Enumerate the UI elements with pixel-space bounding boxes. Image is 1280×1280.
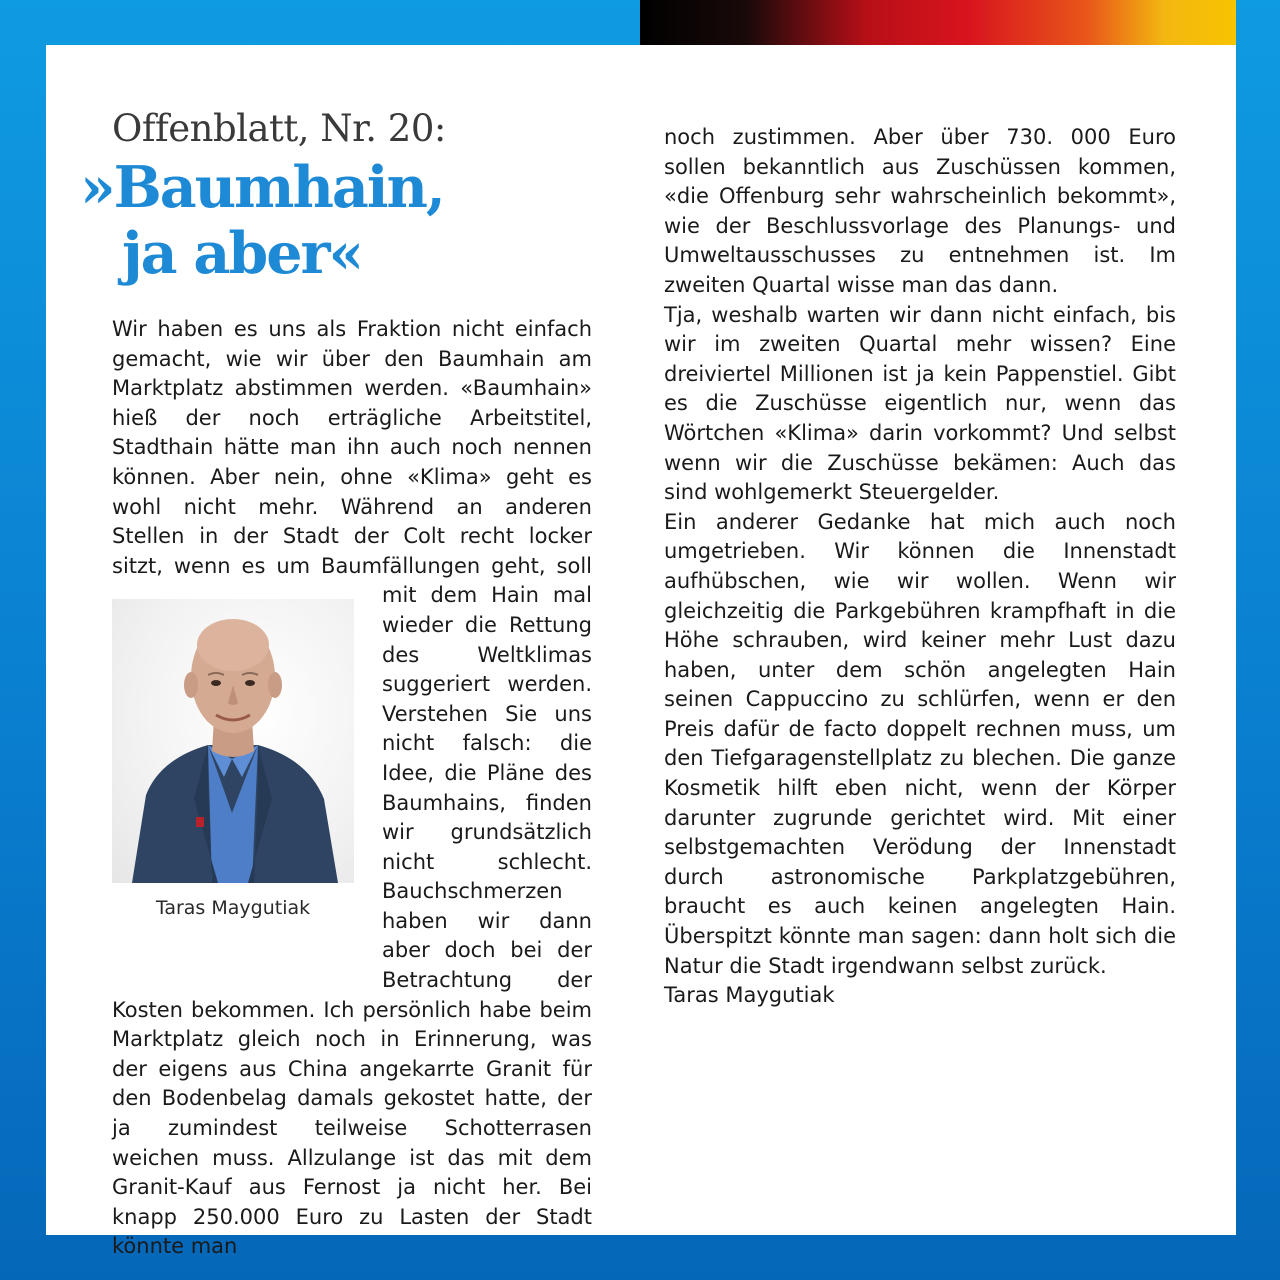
article-paragraph: Ein anderer Gedanke hat mich auch noch umgetrieben. Wir können die Innenstadt aufhübschen, wie wir wollen. Wenn wir gleichzeitig die Parkgebühren krampfhaft in die Höhe schrauben, wird keiner mehr Lust dazu haben, unter dem schön angelegten Hain seinen Cappuccino zu schlürfen, wenn er den Preis dafür de facto doppelt rechnen muss, um den Tiefgaragenstellplatz zu blechen. Die ganze Kosmetik hilft eben nicht, wenn der Körper darunter zugrunde gerichtet wird. Mit einer selbstgemachten Verödung der Innenstadt durch astronomische Parkplatzgebühren, braucht es auch keinen angelegten Hain. Überspitzt könnte man sagen: dann holt sich die Natur die Stadt irgendwann selbst zurück. xyxy=(664,509,1176,978)
author-photo-block xyxy=(112,599,354,985)
column-kicker: Offenblatt, Nr. 20: xyxy=(112,107,446,150)
photo-caption: Taras Maygutiak xyxy=(155,897,311,919)
headline-line-1: »Baumhain, xyxy=(80,154,444,221)
flag-color-bar xyxy=(640,0,1236,45)
article-column-left xyxy=(112,315,592,1262)
author-portrait-illustration xyxy=(112,599,354,883)
headline-line-2: ja aber« xyxy=(122,220,363,287)
article-column-right xyxy=(664,123,1176,1011)
article-card xyxy=(46,45,1236,1259)
article-paragraph: noch zustimmen. Aber über 730. 000 Euro sollen bekanntlich aus Zuschüssen kommen, «die Offenburg sehr wahrscheinlich bekommt», wie der Beschlussvorlage des Planungs- und Umweltausschusses zu entnehmen ist. Im zweiten Quartal wisse man das dann. xyxy=(664,125,1176,297)
author-signature: Taras Maygutiak xyxy=(664,983,835,1008)
headline xyxy=(80,155,540,287)
article-paragraph: Wir haben es uns als Fraktion nicht einfach gemacht, wie wir über den Baumhain am Marktplatz abstimmen werden. «Baumhain» hieß der noch erträgliche Arbeitstitel, Stadthain hätte man ihn auch noch nennen können. Aber nein, ohne «Klima» geht es wohl nicht mehr. Während an anderen Stellen in der Stadt der Colt recht locker sitzt, wenn es um Baumfällungen geht, soll mit dem Hain mal wieder die Rettung des Weltklimas suggeriert werden. Verstehen Sie uns nicht falsch: die Idee, die Pläne des Baumhains, finden wir grundsätzlich nicht schlecht. Bauchschmerzen haben wir dann aber doch bei der Betrachtung der Kosten bekommen. Ich persönlich habe beim Marktplatz gleich noch in Erinnerung, was der eigens aus China angekarrte Granit für den Bodenbelag damals gekostet hatte, der ja zumindest teilweise Schotterrasen weichen muss. Allzulange ist das mit dem Granit-Kauf aus Fernost ja nicht her. Bei knapp 250.000 Euro zu Lasten der Stadt könnte man xyxy=(112,317,592,1259)
article-paragraph: Tja, weshalb warten wir dann nicht einfach, bis wir im zweiten Quartal mehr wissen? Eine dreiviertel Millionen ist ja kein Pappenstiel. Gibt es die Zuschüsse eigentlich nur, wenn das Wörtchen «Klima» darin vorkommt? Und selbst wenn wir die Zuschüsse bekämen: Auch das sind wohlgemerkt Steuergelder. xyxy=(664,302,1176,505)
author-photo xyxy=(112,599,354,883)
